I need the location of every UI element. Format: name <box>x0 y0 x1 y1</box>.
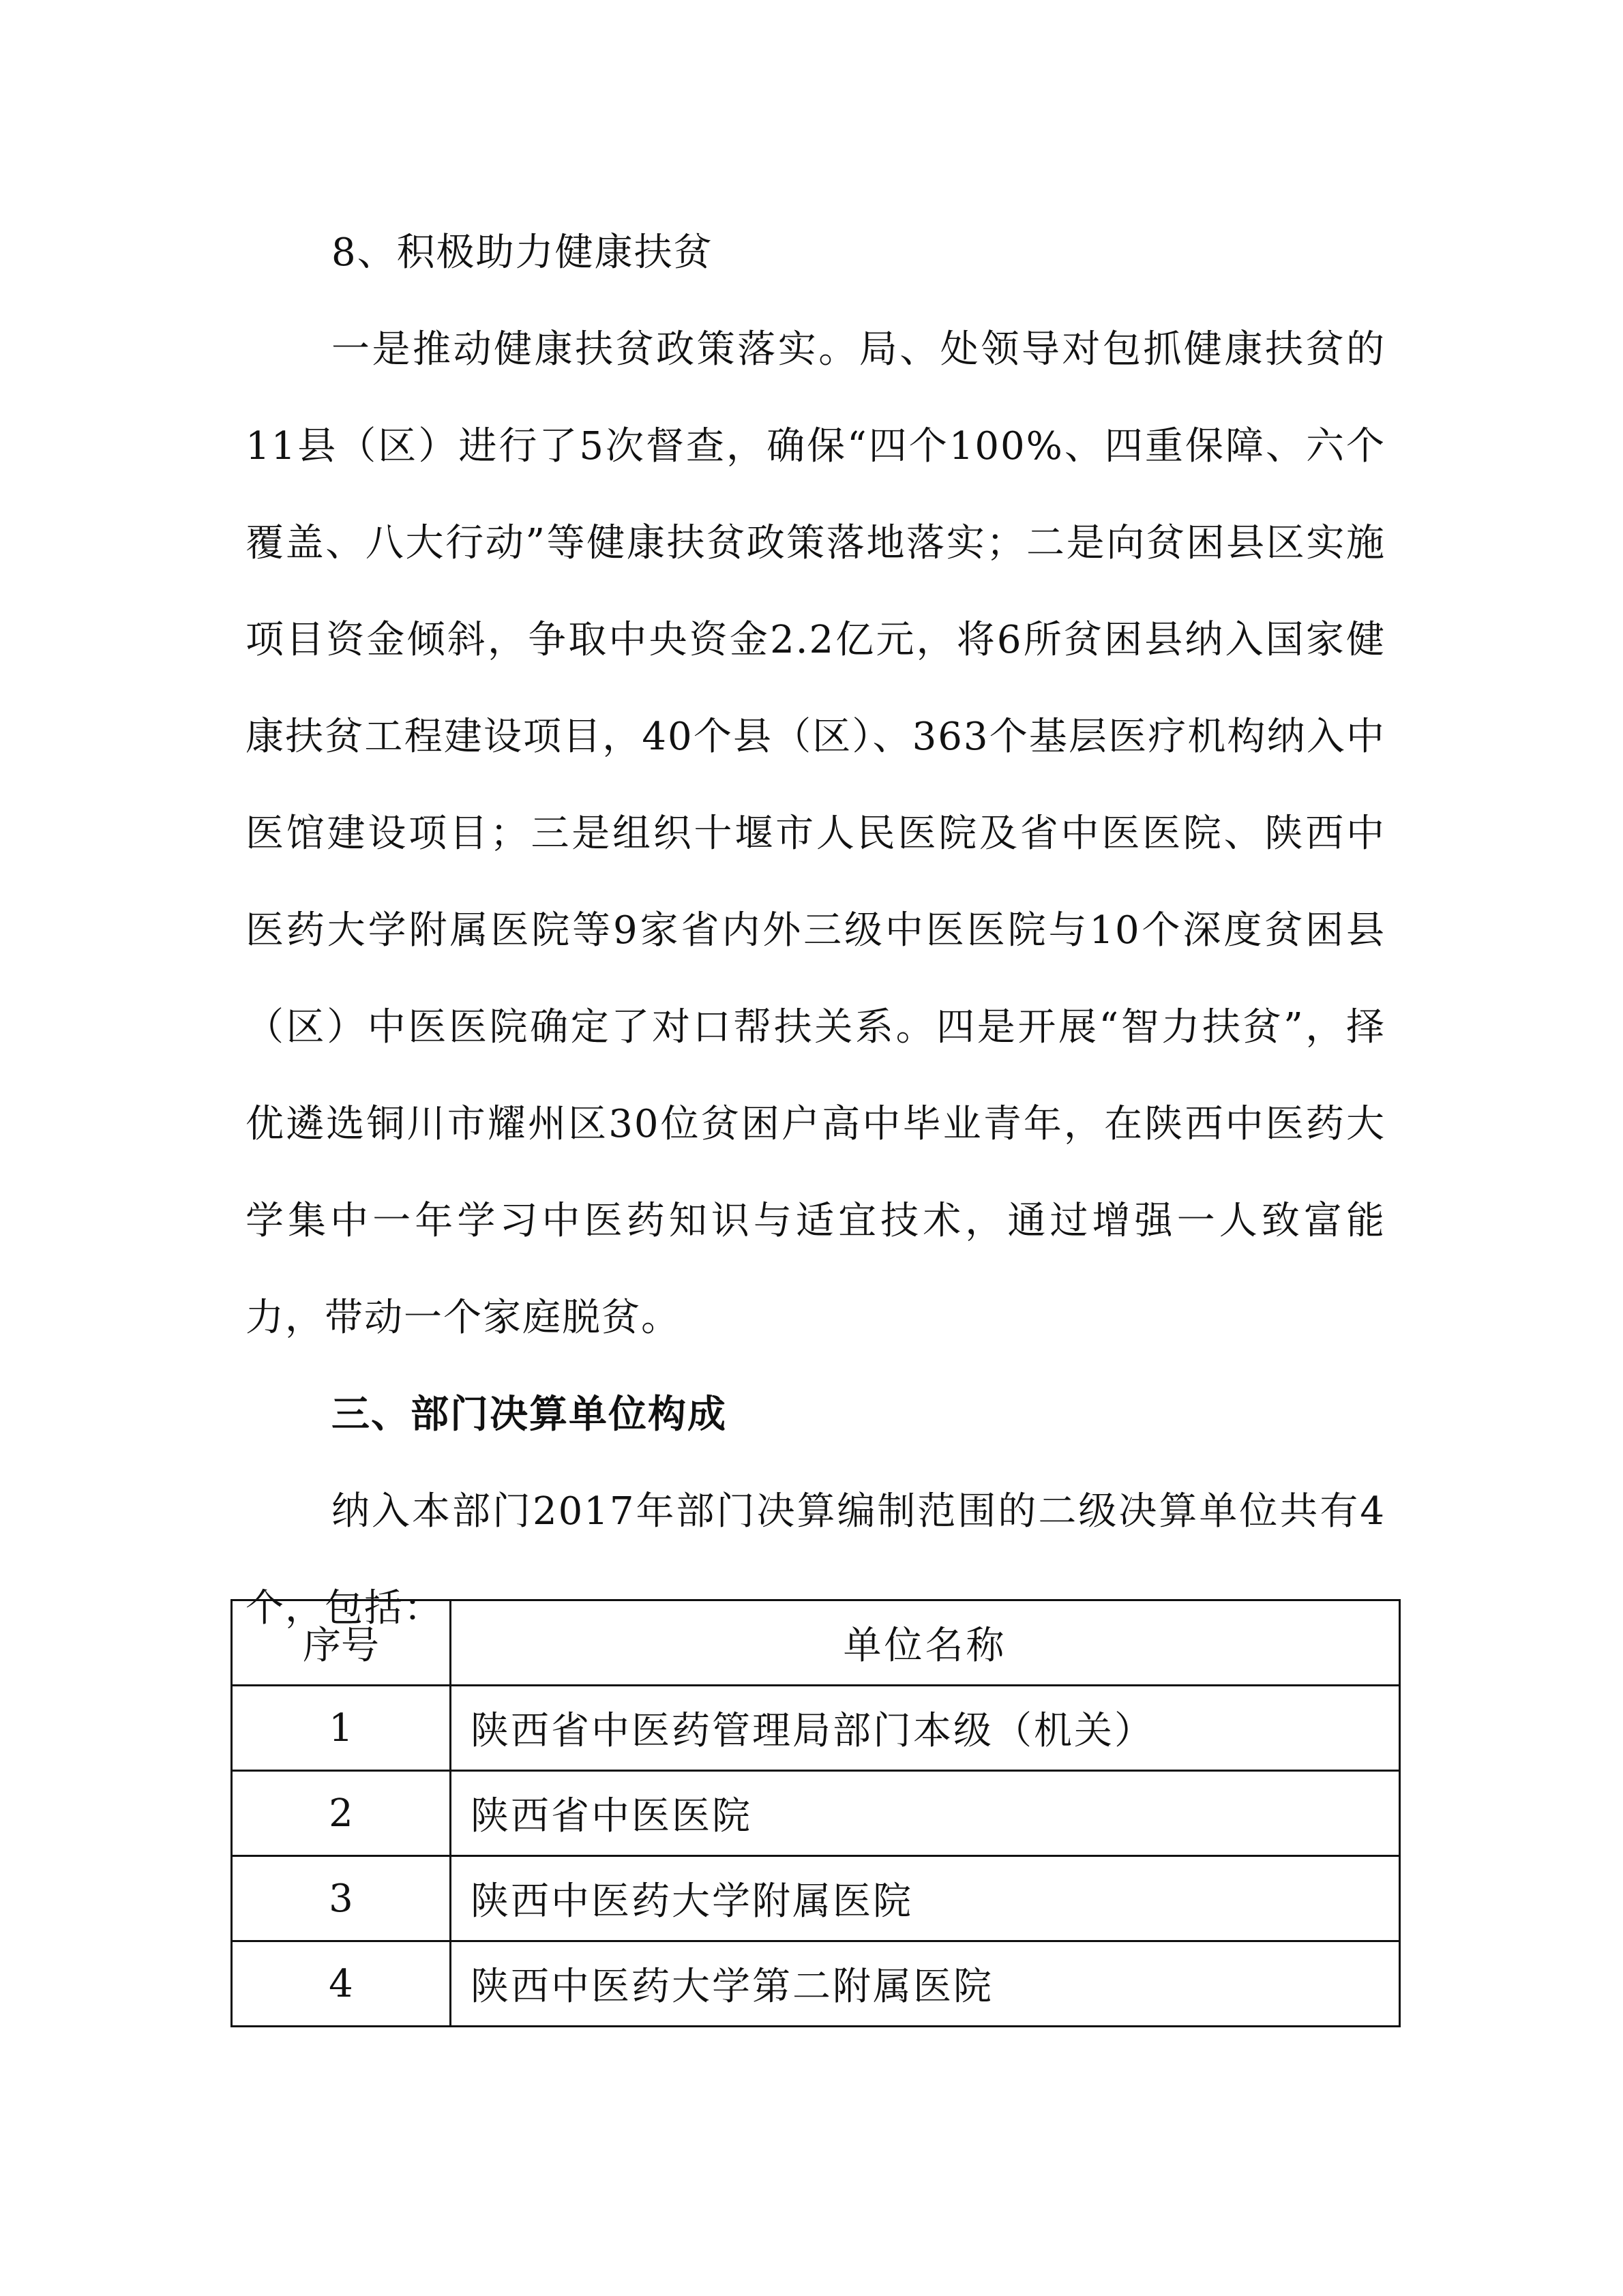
header-serial-number: 序号 <box>232 1600 451 1686</box>
table-row <box>232 1686 1400 1771</box>
table-row <box>232 1771 1400 1856</box>
section-8-paragraph: 一是推动健康扶贫政策落实。局、处领导对包抓健康扶贫的11县（区）进行了5次督查，确保“四个100%、四重保障、六个覆盖、八大行动”等健康扶贫政策落地落实；二是向贫困县区实施项目资金倾斜，争取中央资金2.2亿元，将6所贫困县纳入国家健康扶贫工程建设项目，40个县（区）、363个基层医疗机构纳入中医馆建设项目；三是组织十堰市人民医院及省中医医院、陕西中医药大学附属医院等9家省内外三级中医医院与10个深度贫困县（区）中医医院确定了对口帮扶关系。四是开展“智力扶贫”，择优遴选铜川市耀州区30位贫困户高中毕业青年，在陕西中医药大学集中一年学习中医药知识与适宜技术，通过增强一人致富能力，带动一个家庭脱贫。 <box>245 327 1386 1340</box>
section-3-heading: 三、部门决算单位构成 <box>331 1392 727 1437</box>
row-unit-name: 陕西中医药大学第二附属医院 <box>451 1941 1400 2027</box>
row-unit-name: 陕西中医药大学附属医院 <box>451 1856 1400 1941</box>
section-8-heading: 8、积极助力健康扶贫 <box>331 230 713 275</box>
header-unit-name: 单位名称 <box>451 1600 1400 1686</box>
row-serial-number: 2 <box>232 1771 451 1856</box>
units-table <box>230 1599 1401 2027</box>
section-3-paragraph: 纳入本部门2017年部门决算编制范围的二级决算单位共有4个，包括： <box>245 1489 1386 1630</box>
row-unit-name: 陕西省中医医院 <box>451 1771 1400 1856</box>
table-row <box>232 1941 1400 2027</box>
row-serial-number: 4 <box>232 1941 451 2027</box>
row-serial-number: 3 <box>232 1856 451 1941</box>
body-text <box>245 205 1386 1657</box>
table-header-row <box>232 1600 1400 1686</box>
row-unit-name: 陕西省中医药管理局部门本级（机关） <box>451 1686 1400 1771</box>
row-serial-number: 1 <box>232 1686 451 1771</box>
table-row <box>232 1856 1400 1941</box>
